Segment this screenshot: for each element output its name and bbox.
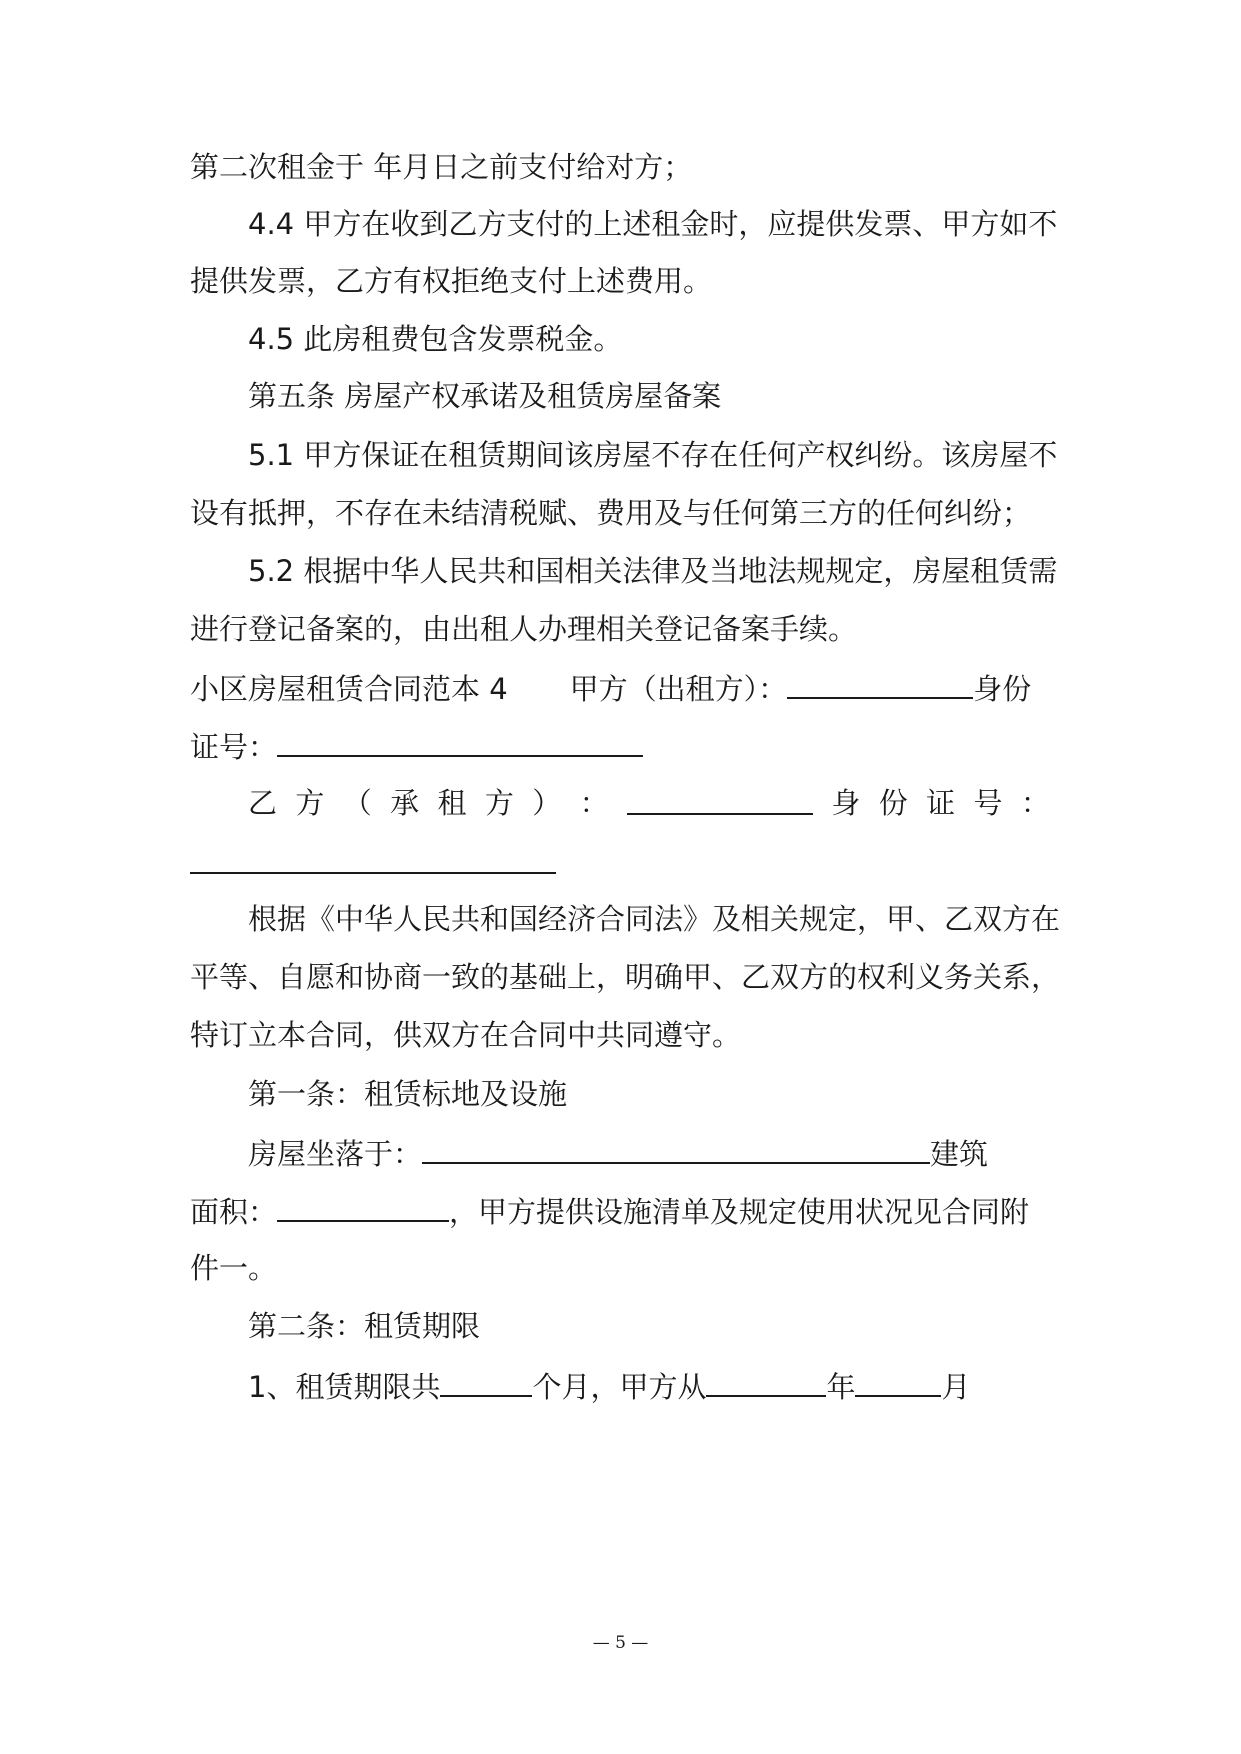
- party-b-char: （: [342, 786, 372, 820]
- party-b-char: 号: [973, 786, 1003, 820]
- month-blank: [855, 1365, 941, 1397]
- party-a-name-blank: [787, 667, 973, 699]
- months-blank: [440, 1365, 532, 1397]
- year-blank: [706, 1365, 826, 1397]
- party-a-label: 甲方（出租方）：: [569, 672, 788, 706]
- party-b-char: 证: [926, 786, 956, 820]
- id-number-label: 证号：: [190, 730, 278, 764]
- party-a-id-blank: [277, 725, 643, 757]
- location-line: [248, 1132, 1050, 1174]
- lease-term-label: 1、租赁期限共: [248, 1370, 441, 1404]
- party-b-line: [248, 783, 1050, 823]
- party-b-char: 租: [437, 786, 467, 820]
- area-label-part: 建筑: [930, 1137, 989, 1171]
- facilities-text: ，甲方提供设施清单及规定使用状况见合同附: [449, 1195, 1030, 1229]
- party-b-char: 乙: [248, 786, 278, 820]
- clause-5-1-line-2: 设有抵押，不存在未结清税赋、费用及与任何第三方的任何纠纷；: [190, 496, 1032, 530]
- contract-title: 小区房屋租赁合同范本 4: [190, 672, 508, 706]
- preamble-line-3: 特订立本合同，供双方在合同中共同遵守。: [190, 1018, 742, 1052]
- party-b-char: ）: [532, 786, 562, 820]
- location-label: 房屋坐落于：: [248, 1137, 423, 1171]
- preamble-line-1: 根据《中华人民共和国经济合同法》及相关规定，甲、乙双方在: [248, 902, 1061, 936]
- party-b-char: 方: [295, 786, 325, 820]
- area-line: [190, 1190, 1050, 1232]
- lease-term-line: [248, 1365, 1050, 1407]
- clause-4-4-line-1: 4.4 甲方在收到乙方支付的上述租金时，应提供发票、甲方如不: [248, 207, 1058, 241]
- party-b-char: 承: [390, 786, 420, 820]
- id-label-part: 身份: [973, 672, 1032, 706]
- clause-5-2-line-1: 5.2 根据中华人民共和国相关法律及当地法规规定，房屋租赁需: [248, 554, 1058, 588]
- month-label: 月: [941, 1370, 971, 1404]
- article-1-heading: 第一条：租赁标地及设施: [248, 1077, 568, 1111]
- party-b-id-line: [190, 842, 1050, 884]
- party-a-id-line: [190, 725, 1050, 767]
- article-2-heading: 第二条：租赁期限: [248, 1309, 481, 1343]
- party-b-id-blank: [190, 842, 556, 874]
- area-blank: [277, 1190, 449, 1222]
- clause-5-1-line-1: 5.1 甲方保证在租赁期间该房屋不存在任何产权纠纷。该房屋不: [248, 438, 1058, 472]
- clause-4-4-line-2: 提供发票，乙方有权拒绝支付上述费用。: [190, 264, 713, 298]
- preamble-line-2: 平等、自愿和协商一致的基础上，明确甲、乙双方的权利义务关系，: [190, 960, 1061, 994]
- page-number: — 5 —: [592, 1633, 649, 1653]
- clause-5-2-line-2: 进行登记备案的，由出租人办理相关登记备案手续。: [190, 612, 858, 646]
- article-5-heading: 第五条 房屋产权承诺及租赁房屋备案: [248, 379, 722, 413]
- party-b-char: ：: [579, 786, 609, 820]
- paragraph-line: 第二次租金于 年月日之前支付给对方；: [190, 150, 693, 184]
- location-blank: [422, 1132, 930, 1164]
- contract-title-line: [190, 667, 1050, 709]
- area-label: 面积：: [190, 1195, 278, 1229]
- area-line-2: 件一。: [190, 1251, 278, 1285]
- party-b-char: 方: [484, 786, 514, 820]
- party-b-char: 份: [878, 786, 908, 820]
- party-b-char: 身: [831, 786, 861, 820]
- lease-start-label: 个月，甲方从: [532, 1370, 707, 1404]
- clause-4-5: 4.5 此房租费包含发票税金。: [248, 322, 623, 356]
- party-b-name-blank: [627, 783, 813, 815]
- year-label: 年: [826, 1370, 856, 1404]
- party-b-char: ：: [1020, 786, 1050, 820]
